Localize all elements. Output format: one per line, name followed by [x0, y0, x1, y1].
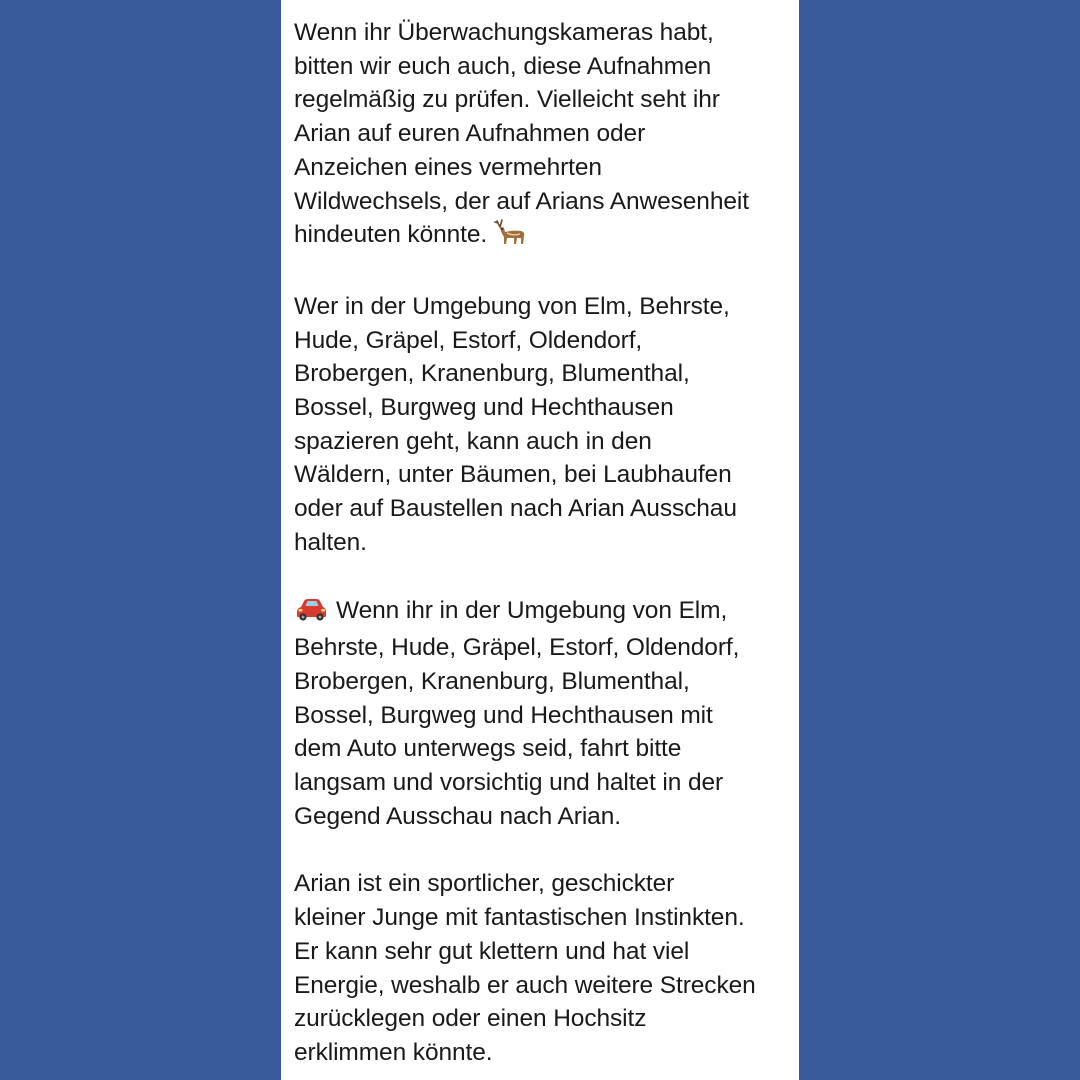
- paragraph-driving-search: [294, 594, 789, 834]
- paragraph-surveillance-cameras: [294, 16, 789, 256]
- paragraph-text: Wenn ihr in der Umgebung von Elm, Behrste, Hude, Gräpel, Estorf, Oldendorf, Brobergen, Kranenburg, Blumenthal, Bossel, Burgweg und Hechthausen mit dem Auto unterwegs seid, fahrt bitte langsam und vorsichtig und haltet in der Gegend Ausschau nach Arian.: [294, 596, 740, 830]
- car-icon: [294, 596, 328, 632]
- paragraph-text: Arian ist ein sportlicher, geschickter kleiner Junge mit fantastischen Instinkten. Er kann sehr gut klettern und hat viel Energie, weshalb er auch weitere Strecken zurücklegen oder einen Hochsitz erklimmen könnte.: [294, 870, 756, 1066]
- paragraph-arian-description: [294, 867, 789, 1069]
- deer-icon: [493, 218, 527, 256]
- paragraph-text: Wer in der Umgebung von Elm, Behrste, Hude, Gräpel, Estorf, Oldendorf, Brobergen, Kranenburg, Blumenthal, Bossel, Burgweg und Hechthausen spazieren geht, kann auch in den Wäldern, unter Bäumen, bei Laubhaufen oder auf Baustellen nach Arian Ausschau halten.: [294, 292, 737, 556]
- text-panel: [281, 0, 799, 1080]
- paragraph-walking-search: [294, 290, 789, 560]
- paragraph-text: Wenn ihr Überwachungskameras habt, bitten wir euch auch, diese Aufnahmen regelmäßig zu prüfen. Vielleicht seht ihr Arian auf euren Aufnahmen oder Anzeichen eines vermehrten Wildwechsels, der auf Arians Anwesenheit hindeuten könnte.: [294, 19, 749, 249]
